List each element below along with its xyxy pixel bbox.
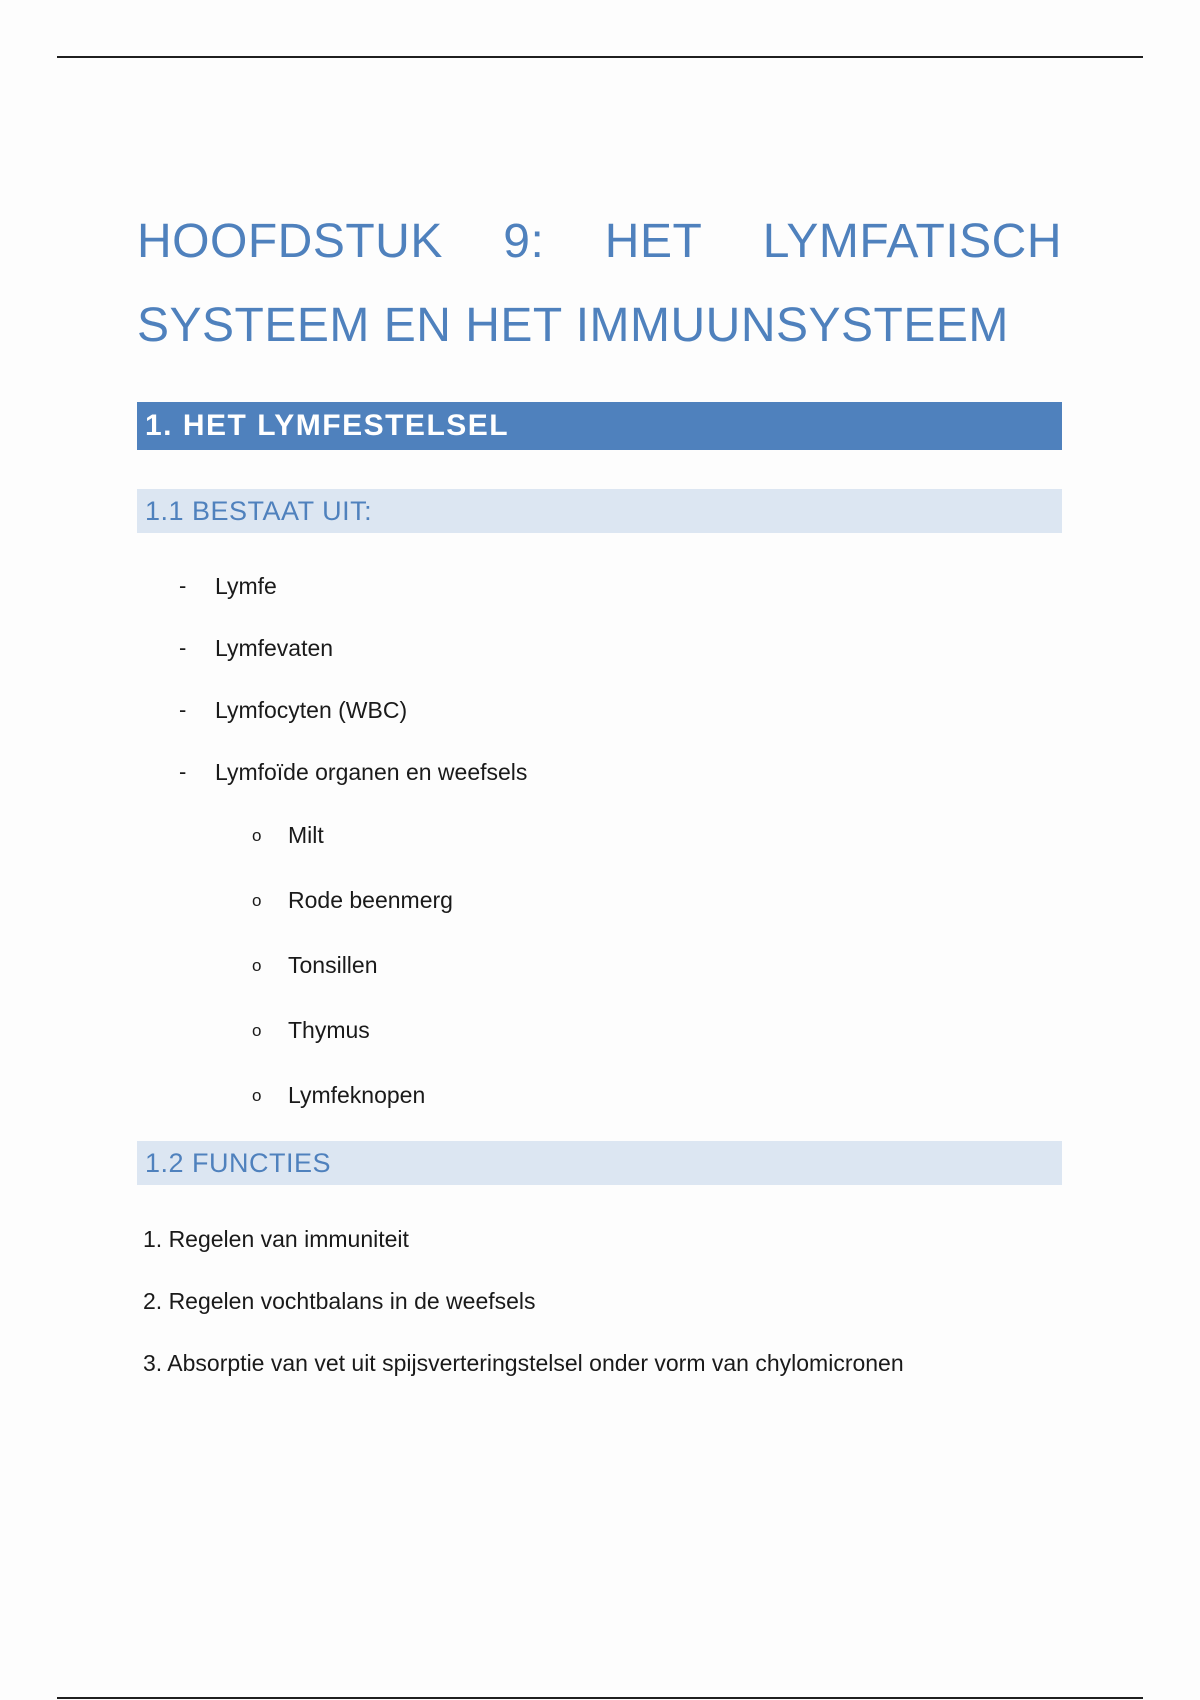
sublist-item-label: Lymfeknopen [288, 1082, 426, 1108]
function-item: 1. Regelen van immuniteit [143, 1226, 409, 1252]
function-item: 2. Regelen vochtbalans in de weefsels [143, 1288, 536, 1314]
list-item-label: Lymfoïde organen en weefsels [215, 759, 528, 785]
sublist-item [137, 998, 1062, 1063]
chapter-title-line-1 [137, 200, 1062, 284]
list-item-label: Lymfocyten (WBC) [215, 697, 408, 723]
functions-list [137, 1208, 1062, 1394]
list-item [137, 679, 1062, 741]
dash-bullet: - [179, 573, 187, 598]
chapter-title [137, 200, 1062, 368]
function-item: 3. Absorptie van vet uit spijsverteringstelsel onder vorm van chylomicronen [143, 1350, 904, 1376]
footer-rule [57, 1697, 1143, 1699]
sublist-item-label: Rode beenmerg [288, 887, 453, 913]
chapter-title-word: HET [604, 215, 703, 268]
circle-bullet-icon: o [252, 891, 262, 910]
sublist-item-label: Tonsillen [288, 952, 378, 978]
chapter-title-word: LYMFATISCH [762, 215, 1062, 268]
sublist-item-label: Milt [288, 822, 324, 848]
list-item [137, 617, 1062, 679]
circle-bullet-icon: o [252, 826, 262, 845]
page-content [137, 200, 1062, 1394]
circle-bullet-icon: o [252, 1021, 262, 1040]
circle-bullet-icon: o [252, 956, 262, 975]
chapter-title-line-2: SYSTEEM EN HET IMMUUNSYSTEEM [137, 299, 1009, 352]
components-list [137, 555, 1062, 803]
circle-bullet-icon: o [252, 1086, 262, 1105]
dash-bullet: - [179, 759, 187, 784]
section-heading: 1. HET LYMFESTELSEL [137, 402, 1062, 450]
sublist-item-label: Thymus [288, 1017, 370, 1043]
list-item-label: Lymfevaten [215, 635, 334, 661]
dash-bullet: - [179, 697, 187, 722]
sublist-item [137, 803, 1062, 868]
header-rule [57, 56, 1143, 58]
sublist-item [137, 933, 1062, 998]
list-item [137, 555, 1062, 617]
sublist-item [137, 868, 1062, 933]
dash-bullet: - [179, 635, 187, 660]
subsection-heading-bestaat-uit: 1.1 BESTAAT UIT: [137, 489, 1062, 533]
chapter-title-word: 9: [503, 215, 545, 268]
list-item [137, 741, 1062, 803]
list-item-label: Lymfe [215, 573, 277, 599]
chapter-title-word: HOOFDSTUK [137, 215, 443, 268]
subsection-heading-functies: 1.2 FUNCTIES [137, 1141, 1062, 1185]
sublist-item [137, 1063, 1062, 1128]
organs-sublist [137, 803, 1062, 1128]
